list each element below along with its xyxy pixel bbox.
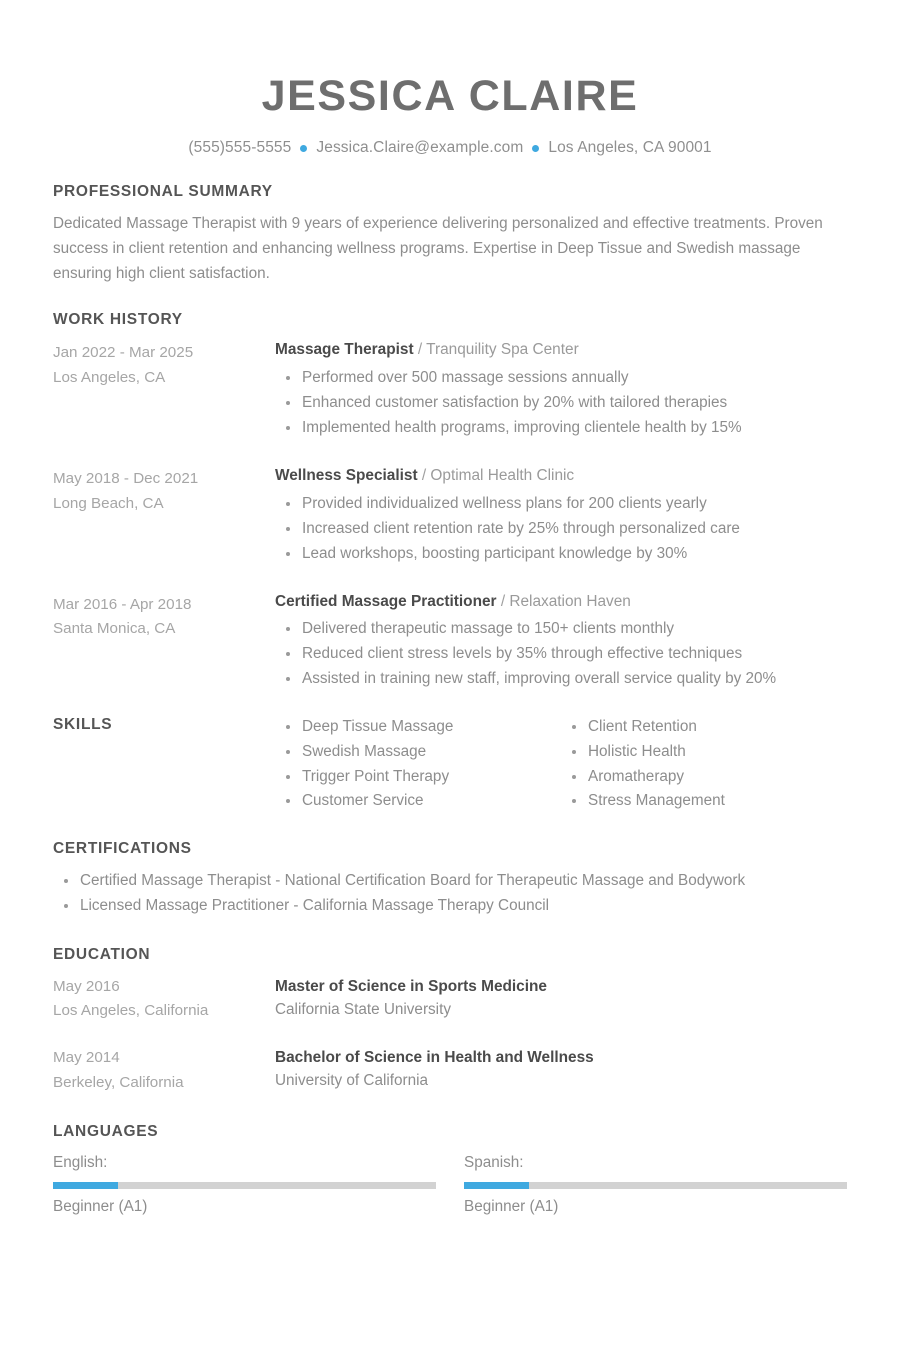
education-school: California State University: [275, 1000, 451, 1018]
work-job-title: Massage Therapist: [275, 341, 414, 359]
work-bullet-list: [275, 492, 847, 567]
language-level: Beginner (A1): [53, 1198, 148, 1216]
section-education: [53, 946, 847, 1096]
language-proficiency-fill: [53, 1182, 118, 1189]
work-entry-dates: May 2018 - Dec 2021: [53, 470, 199, 487]
education-entry-meta: [53, 1046, 275, 1095]
work-bullet: Reduced client stress levels by 35% through effective techniques: [275, 642, 847, 667]
work-entry-location: Long Beach, CA: [53, 494, 164, 512]
education-entry-body: [275, 1046, 847, 1093]
work-bullet: Lead workshops, boosting participant knowledge by 30%: [275, 542, 847, 567]
section-title-summary: PROFESSIONAL SUMMARY: [53, 183, 273, 201]
work-separator: /: [421, 467, 427, 484]
skill-item: Stress Management: [561, 789, 847, 814]
skill-item: Deep Tissue Massage: [275, 715, 561, 740]
section-work-history: [53, 311, 847, 692]
language-proficiency-bar: [53, 1182, 436, 1189]
work-entry-meta: [53, 340, 275, 390]
work-entry: [53, 340, 847, 441]
section-professional-summary: [53, 183, 847, 286]
work-entry-dates: Mar 2016 - Apr 2018: [53, 595, 192, 613]
work-entry-dates: Jan 2022 - Mar 2025: [53, 344, 194, 362]
work-separator: /: [417, 341, 423, 359]
work-bullet-list: [275, 617, 847, 692]
resume-header: [53, 52, 847, 157]
education-entry-meta: [53, 975, 275, 1024]
blue-dot-icon: [300, 145, 307, 152]
work-entry-meta: [53, 592, 275, 642]
language-proficiency-fill: [464, 1182, 529, 1189]
work-entry: [53, 592, 847, 693]
section-skills: [53, 715, 847, 814]
work-bullet: Implemented health programs, improving clientele health by 15%: [275, 416, 847, 441]
skill-item: Swedish Massage: [275, 740, 561, 765]
language-name: Spanish:: [464, 1154, 524, 1172]
education-location: Berkeley, California: [53, 1073, 184, 1091]
work-bullet: Assisted in training new staff, improving overall service quality by 20%: [275, 667, 847, 692]
skills-columns: [275, 715, 847, 814]
work-job-title: Certified Massage Practitioner: [275, 592, 497, 610]
work-entry-body: [275, 466, 847, 567]
work-company: Relaxation Haven: [509, 592, 631, 610]
section-title-certifications: CERTIFICATIONS: [53, 840, 192, 858]
section-title-languages: LANGUAGES: [53, 1123, 159, 1141]
work-entry-heading: [275, 466, 847, 487]
work-bullet: Performed over 500 massage sessions annually: [275, 366, 847, 391]
education-date: May 2014: [53, 1048, 120, 1066]
certification-list: [53, 869, 847, 919]
work-bullet: Provided individualized wellness plans for 200 clients yearly: [275, 492, 847, 517]
education-degree: Master of Science in Sports Medicine: [275, 977, 547, 995]
section-title-skills: SKILLS: [53, 716, 113, 734]
phone-text: (555)555-5555: [188, 139, 292, 157]
work-entry-location: Santa Monica, CA: [53, 620, 176, 638]
work-company: Tranquility Spa Center: [426, 341, 579, 359]
work-bullet: Enhanced customer satisfaction by 20% with tailored therapies: [275, 391, 847, 416]
work-entry-heading: [275, 340, 847, 361]
section-title-education: EDUCATION: [53, 945, 151, 963]
education-degree: Bachelor of Science in Health and Wellness: [275, 1048, 594, 1066]
work-bullet-list: [275, 366, 847, 441]
skill-item: Trigger Point Therapy: [275, 765, 561, 790]
skill-item: Customer Service: [275, 789, 561, 814]
certification-item: Certified Massage Therapist - National Certification Board for Therapeutic Massage and Bodywork: [53, 869, 813, 894]
education-entry: [53, 975, 847, 1024]
work-separator: /: [500, 592, 506, 610]
work-entry-location: Los Angeles, CA: [53, 369, 166, 387]
skill-item: Aromatherapy: [561, 765, 847, 790]
work-entry: [53, 466, 847, 567]
skills-column-2: [561, 715, 847, 814]
contact-line: [53, 139, 847, 157]
language-name: English:: [53, 1154, 108, 1172]
summary-text: Dedicated Massage Therapist with 9 years of experience delivering personalized and effective treatments. Proven success in client retention and enhancing wellness programs. Expertise in Deep Tissue and Swedish massage ensuring high client satisfaction.: [53, 215, 823, 282]
location-text: Los Angeles, CA 90001: [548, 139, 712, 157]
language-level: Beginner (A1): [464, 1198, 559, 1216]
skills-column-1: [275, 715, 561, 814]
education-school: University of California: [275, 1072, 429, 1090]
language-item: [53, 1152, 436, 1219]
work-bullet: Delivered therapeutic massage to 150+ clients monthly: [275, 617, 847, 642]
section-certifications: [53, 840, 847, 919]
skill-item: Client Retention: [561, 715, 847, 740]
education-location: Los Angeles, California: [53, 1002, 209, 1020]
language-item: [464, 1152, 847, 1219]
education-entry: [53, 1046, 847, 1095]
work-entry-meta: [53, 466, 275, 516]
work-entry-body: [275, 340, 847, 441]
work-company: Optimal Health Clinic: [430, 467, 575, 484]
blue-dot-icon: [532, 145, 539, 152]
languages-grid: [53, 1152, 847, 1219]
email-text: Jessica.Claire@example.com: [316, 139, 524, 157]
education-entry-body: [275, 975, 847, 1022]
certification-item: Licensed Massage Practitioner - California Massage Therapy Council: [53, 894, 813, 919]
candidate-name: JESSICA CLAIRE: [261, 72, 639, 120]
section-languages: [53, 1123, 847, 1219]
skill-item: Holistic Health: [561, 740, 847, 765]
work-job-title: Wellness Specialist: [275, 467, 418, 484]
section-title-work-history: WORK HISTORY: [53, 311, 183, 329]
work-bullet: Increased client retention rate by 25% through personalized care: [275, 517, 847, 542]
skills-row: [53, 715, 847, 814]
work-entry-body: [275, 592, 847, 693]
work-entry-heading: [275, 592, 847, 613]
education-date: May 2016: [53, 977, 120, 995]
language-proficiency-bar: [464, 1182, 847, 1189]
